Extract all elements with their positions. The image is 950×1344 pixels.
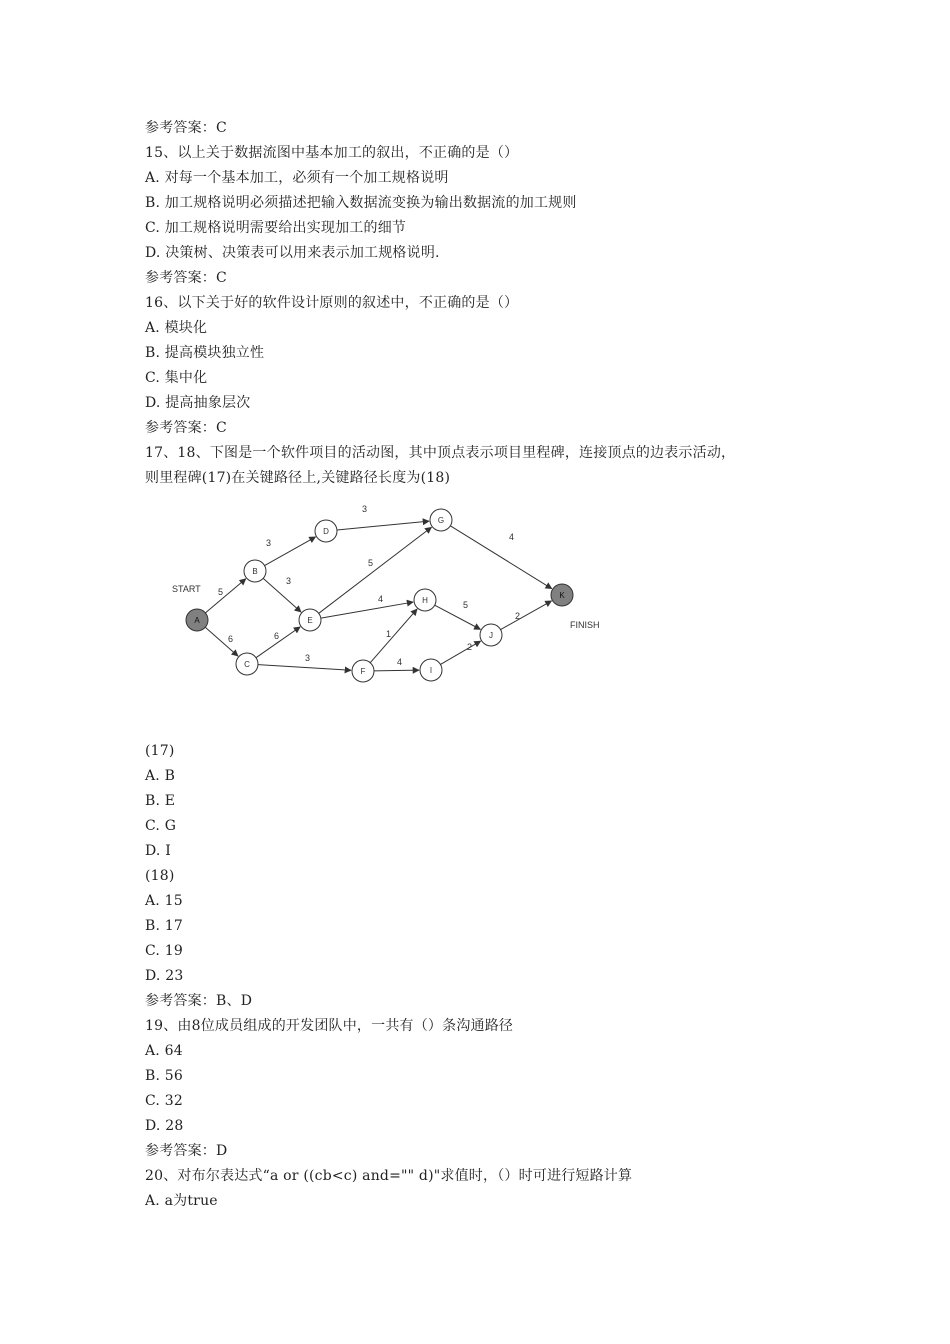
node-label-I: I [429,666,433,675]
node-label-B: B [252,567,258,576]
edge-weight-F-I: 4 [397,657,403,667]
node-C [236,653,258,675]
node-K [551,584,573,606]
node-H [414,589,436,611]
node-I [420,659,442,681]
edge-weight-F-H: 1 [386,629,392,639]
activity-diagram [160,500,620,700]
text-line: A. B [145,768,176,784]
finish-label: FINISH [570,620,600,630]
node-D [315,520,337,542]
edge-weight-A-C: 6 [228,634,234,644]
edge-J-K [501,601,552,630]
text-line: C. 集中化 [145,370,208,386]
edge-A-B [205,579,245,613]
text-line: D. 23 [145,968,184,984]
node-label-F: F [360,667,366,676]
text-line: D. I [145,843,171,859]
text-line: 16、以下关于好的软件设计原则的叙述中，不正确的是（） [145,295,519,311]
text-line: A. 对每一个基本加工，必须有一个加工规格说明 [145,170,449,186]
node-label-J: J [489,631,493,640]
edge-C-F [258,665,351,671]
edge-A-C [205,627,238,656]
node-A [186,609,208,631]
text-line: 则里程碑(17)在关键路径上,关键路径长度为(18) [145,470,451,486]
node-label-H: H [422,596,428,605]
start-label: START [172,584,201,594]
edge-weight-G-K: 4 [509,532,515,542]
text-line: 19、由8位成员组成的开发团队中，一共有（）条沟通路径 [145,1018,514,1034]
text-line: A. 15 [145,893,183,909]
node-label-A: A [194,616,200,625]
text-line: B. 提高模块独立性 [145,345,265,361]
text-line: 17、18、下图是一个软件项目的活动图，其中顶点表示项目里程碑，连接顶点的边表示活动， [145,445,736,461]
text-line: B. 加工规格说明必须描述把输入数据流变换为输出数据流的加工规则 [145,195,577,211]
edge-weight-I-J: 2 [467,642,473,652]
edge-I-J [441,641,481,664]
edge-B-E [263,578,301,612]
node-label-G: G [437,516,445,525]
text-line: C. 19 [145,943,183,959]
edge-F-H [370,609,417,663]
node-label-C: C [244,660,250,669]
text-line: 参考答案：C [145,120,227,136]
text-line: B. 17 [145,918,184,934]
node-label-K: K [559,591,565,600]
node-J [480,624,502,646]
edge-weight-A-B: 5 [218,587,224,597]
text-line: D. 提高抽象层次 [145,395,251,411]
edge-weight-D-G: 3 [362,504,368,514]
edge-weight-H-J: 5 [463,600,469,610]
text-line: 15、以上关于数据流图中基本加工的叙出，不正确的是（） [145,145,519,161]
edge-weight-E-G: 5 [368,558,374,568]
text-line: 参考答案：C [145,420,227,436]
text-line: B. E [145,793,176,809]
node-G [430,509,452,531]
text-line: 参考答案：B、D [145,993,253,1009]
edge-weight-B-D: 3 [266,538,272,548]
text-line: (17) [145,743,175,759]
text-line: C. 加工规格说明需要给出实现加工的细节 [145,220,407,236]
edge-weight-C-E: 6 [274,631,280,641]
text-line: A. 64 [145,1043,183,1059]
text-line: C. G [145,818,177,834]
edge-weight-E-H: 4 [378,594,384,604]
node-E [299,609,321,631]
edge-D-G [337,521,429,530]
edge-E-H [321,602,413,618]
node-label-D: D [323,527,329,536]
text-line: 20、对布尔表达式“a or ((cb<c) and="" d)"求值时，（）时可进行短路计算 [145,1168,633,1184]
text-line: 参考答案：C [145,270,227,286]
edge-G-K [450,526,551,589]
edge-F-I [374,670,419,671]
edge-weight-J-K: 2 [515,611,521,621]
text-line: (18) [145,868,175,884]
text-line: 参考答案：D [145,1143,228,1159]
text-line: A. a为true [145,1193,218,1209]
text-line: D. 决策树、决策表可以用来表示加工规格说明. [145,245,440,261]
edge-weight-C-F: 3 [305,653,311,663]
text-line: C. 32 [145,1093,183,1109]
text-line: D. 28 [145,1118,184,1134]
node-label-E: E [307,616,313,625]
edge-B-D [265,537,316,566]
node-F [352,660,374,682]
text-line: A. 模块化 [145,320,208,336]
edge-weight-B-E: 3 [286,576,292,586]
text-line: B. 56 [145,1068,184,1084]
node-B [244,560,266,582]
edge-H-J [435,605,481,629]
